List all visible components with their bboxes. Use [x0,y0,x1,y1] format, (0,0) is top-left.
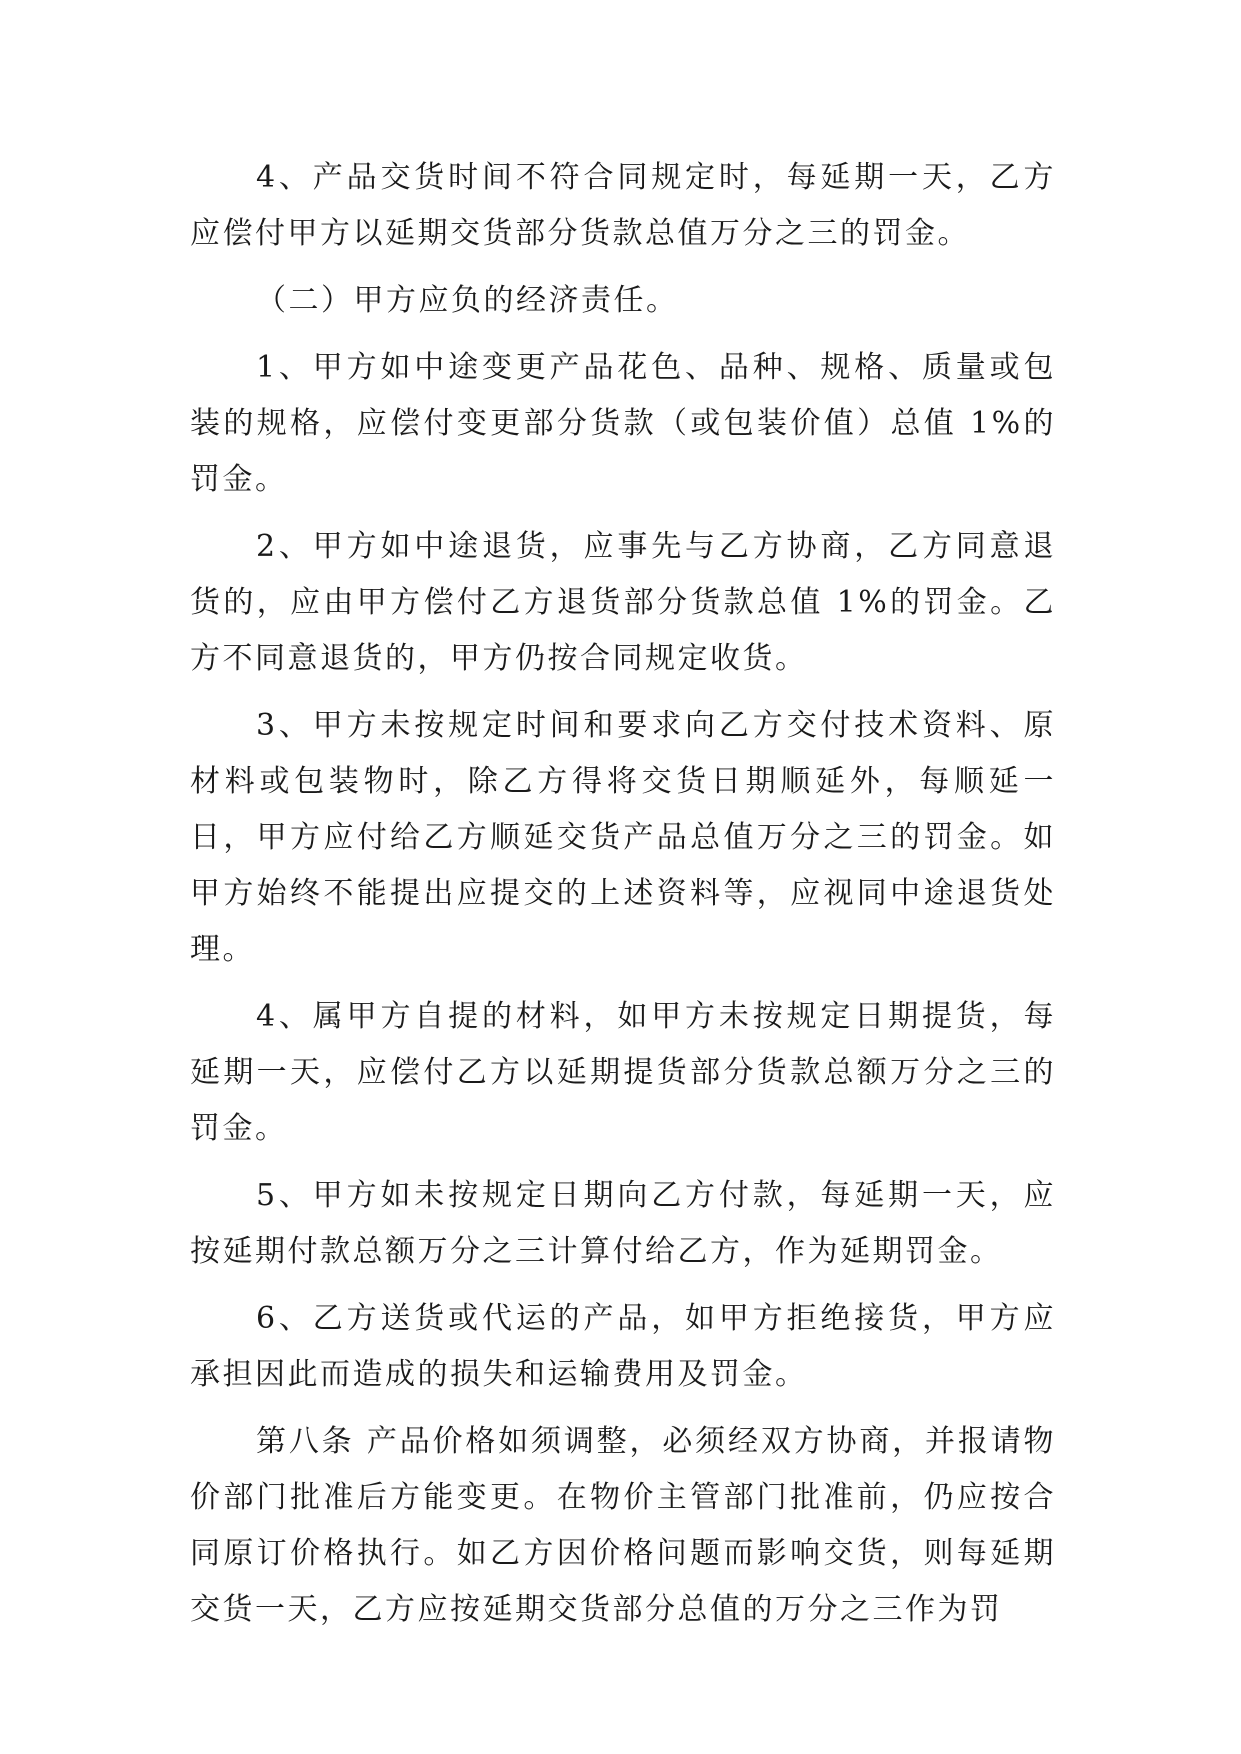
paragraph-clause-5: 5、甲方如未按规定日期向乙方付款，每延期一天，应按延期付款总额万分之三计算付给乙方，作为延期罚金。 [190,1178,1056,1269]
paragraph-clause-4: 4、属甲方自提的材料，如甲方未按规定日期提货，每延期一天，应偿付乙方以延期提货部分货款总额万分之三的罚金。 [190,999,1056,1146]
paragraph-clause-3: 3、甲方未按规定时间和要求向乙方交付技术资料、原材料或包装物时，除乙方得将交货日期顺延外，每顺延一日，甲方应付给乙方顺延交货产品总值万分之三的罚金。如甲方始终不能提出应提交的上述资料等，应视同中途退货处理。 [190,708,1056,967]
paragraph-clause-1: 1、甲方如中途变更产品花色、品种、规格、质量或包装的规格，应偿付变更部分货款（或包装价值）总值 1%的罚金。 [190,350,1056,497]
paragraph-article-8: 第八条 产品价格如须调整，必须经双方协商，并报请物价部门批准后方能变更。在物价主管部门批准前，仍应按合同原订价格执行。如乙方因价格问题而影响交货，则每延期交货一天，乙方应按延期交货部分总值的万分之三作为罚 [190,1424,1056,1627]
section-heading-party-a-liability: （二）甲方应负的经济责任。 [256,283,679,318]
paragraph-clause-6: 6、乙方送货或代运的产品，如甲方拒绝接货，甲方应承担因此而造成的损失和运输费用及罚金。 [190,1301,1056,1392]
paragraph-clause-2: 2、甲方如中途退货，应事先与乙方协商，乙方同意退货的，应由甲方偿付乙方退货部分货款总值 1%的罚金。乙方不同意退货的，甲方仍按合同规定收货。 [190,529,1056,676]
paragraph-delivery-delay: 4、产品交货时间不符合同规定时，每延期一天，乙方应偿付甲方以延期交货部分货款总值万分之三的罚金。 [190,160,1056,251]
document-page [190,150,1056,1638]
